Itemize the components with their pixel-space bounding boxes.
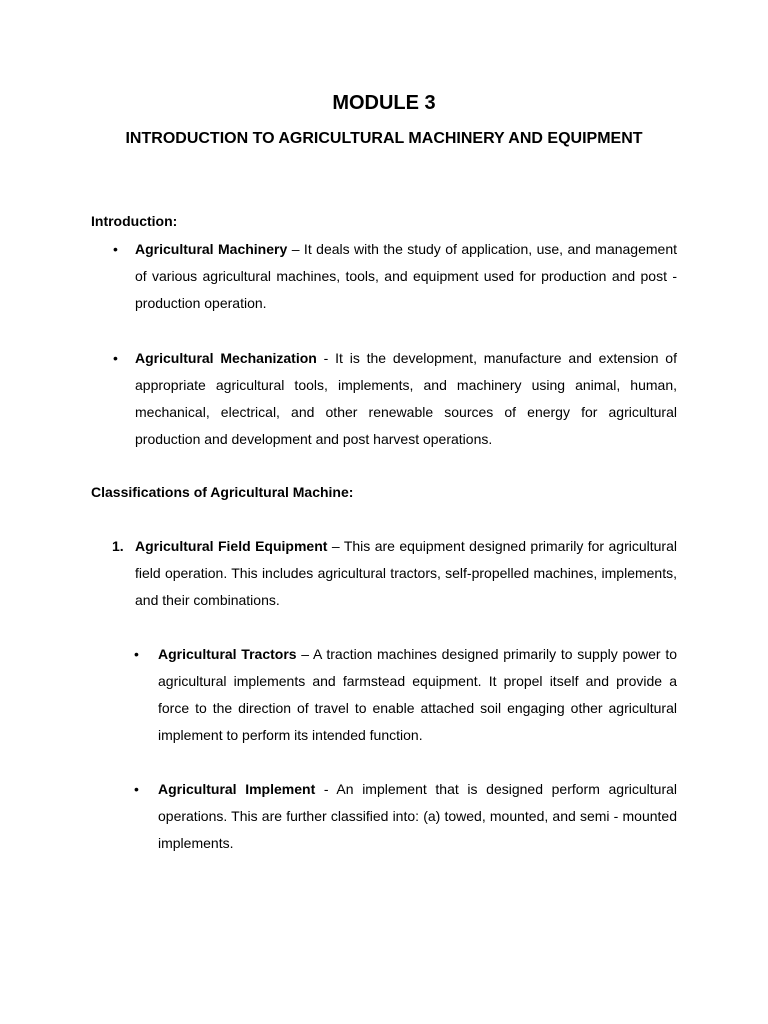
term-agricultural-mechanization: Agricultural Mechanization [135, 350, 317, 366]
term-agricultural-field-equipment: Agricultural Field Equipment [135, 538, 328, 554]
intro-item-body [135, 236, 677, 317]
intro-item-machinery [113, 236, 678, 317]
definition-text: - An implement that is designed perform agricultural operations. This are further classified into: (a) towed, mounted, and semi - mounted implements. [158, 781, 677, 851]
bullet-icon: • [134, 646, 139, 662]
document-title: INTRODUCTION TO AGRICULTURAL MACHINERY AND EQUIPMENT [125, 130, 643, 147]
term-agricultural-machinery: Agricultural Machinery [135, 241, 288, 257]
sub-item-implement [134, 776, 677, 857]
term-agricultural-implement: Agricultural Implement [158, 781, 316, 797]
sub-item-tractors [134, 641, 677, 749]
classification-item-body [135, 533, 677, 614]
list-number: 1. [112, 538, 124, 554]
definition-text: - It is the development, manufacture and extension of appropriate agricultural tools, implements, and machinery using animal, human, mechanical, electrical, and other renewable sources of energy for agricultural production and development and post harvest operations. [135, 350, 677, 447]
intro-item-body [135, 345, 677, 453]
intro-item-mechanization [113, 345, 677, 453]
classifications-heading: Classifications of Agricultural Machine: [91, 484, 354, 500]
sub-item-body [158, 776, 677, 857]
module-title: MODULE 3 [332, 92, 436, 114]
definition-text: – It deals with the study of application, use, and management of various agricultural machines, tools, and equipment used for production and post - production operation. [135, 241, 678, 311]
classification-item-field-equipment [112, 533, 677, 614]
bullet-icon: • [113, 241, 118, 257]
term-agricultural-tractors: Agricultural Tractors [158, 646, 297, 662]
sub-item-body [158, 641, 677, 749]
definition-text: – This are equipment designed primarily for agricultural field operation. This includes agricultural tractors, self-propelled machines, implements, and their combinations. [135, 538, 677, 608]
introduction-heading: Introduction: [91, 213, 178, 229]
definition-text: – A traction machines designed primarily to supply power to agricultural implements and farmstead equipment. It propel itself and provide a force to the direction of travel to enable attached soil engaging other agricultural implement to perform its intended function. [158, 646, 677, 743]
bullet-icon: • [113, 350, 118, 366]
bullet-icon: • [134, 781, 139, 797]
